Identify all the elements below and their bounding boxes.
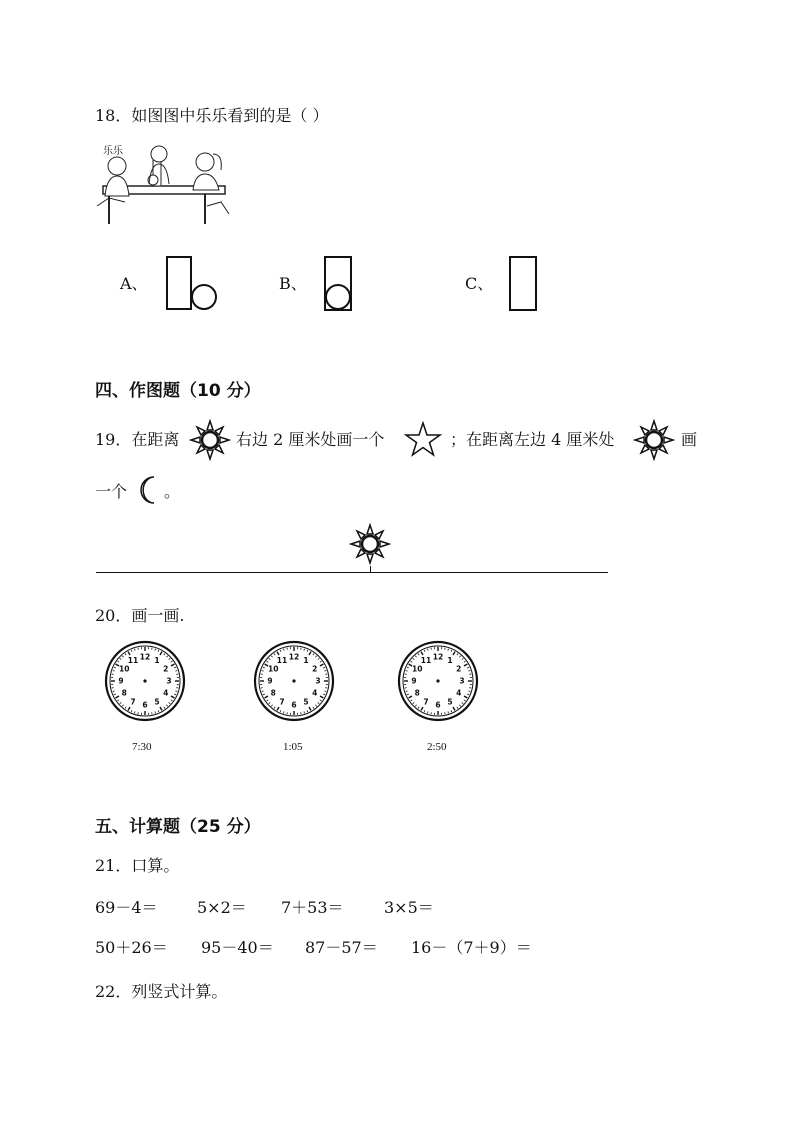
clock-number: 10 (412, 664, 423, 674)
clock-time-2: 1:05 (283, 741, 303, 753)
clock-number: 2 (312, 664, 318, 674)
clock-number: 7 (130, 697, 136, 707)
calc-r1-1: 69－4＝ (95, 898, 158, 917)
line-tick (370, 566, 371, 572)
clock-face-1 (104, 640, 186, 726)
clock-number: 11 (127, 655, 139, 665)
q18-stem: 18．如图图中乐乐看到的是（ ） (95, 106, 329, 125)
clock-number: 12 (288, 652, 300, 662)
clock-number: 10 (119, 664, 130, 674)
clock-number: 1 (154, 655, 160, 665)
calc-r1-3: 7＋53＝ (281, 898, 344, 917)
clock-face-2 (253, 640, 335, 726)
option-a-figure (166, 256, 222, 316)
clock-number: 9 (118, 676, 124, 686)
clock-number: 4 (456, 688, 462, 698)
star-icon (405, 421, 441, 461)
q19-part6: 。 (164, 482, 181, 501)
option-b-label: B、 (279, 274, 307, 293)
clock-number: 12 (432, 652, 444, 662)
clock-number: 9 (411, 676, 417, 686)
figure-label: 乐乐 (103, 146, 123, 157)
drawing-line (96, 572, 608, 573)
clock-number: 5 (154, 697, 160, 707)
clock-number: 11 (420, 655, 432, 665)
option-c-figure (509, 256, 539, 316)
moon-icon (134, 474, 162, 510)
clock-face-3 (397, 640, 479, 726)
clock-number: 9 (267, 676, 273, 686)
q22-stem: 22．列竖式计算。 (95, 982, 228, 1001)
q19-part2: 右边 2 厘米处画一个 (236, 430, 385, 449)
q18-figure (95, 140, 235, 230)
clock-number: 8 (121, 688, 127, 698)
clock-number: 3 (459, 676, 465, 686)
clock-number: 1 (447, 655, 453, 665)
clock-number: 7 (423, 697, 429, 707)
line-sun-icon (350, 524, 390, 568)
calc-r2-3: 87－57＝ (305, 938, 378, 957)
clock-center (436, 679, 439, 682)
clock-number: 4 (163, 688, 169, 698)
calc-r1-4: 3×5＝ (384, 898, 434, 917)
clock-number: 5 (447, 697, 453, 707)
clock-number: 11 (276, 655, 288, 665)
clock-time-1: 7:30 (132, 741, 152, 753)
clock-number: 5 (303, 697, 309, 707)
clock-number: 2 (456, 664, 462, 674)
calc-r1-2: 5×2＝ (197, 898, 247, 917)
q19-part4: 画 (681, 430, 698, 449)
clock-number: 3 (166, 676, 172, 686)
clock-number: 6 (291, 700, 297, 710)
clock-number: 8 (414, 688, 420, 698)
sun-icon (190, 420, 230, 464)
clock-center (292, 679, 295, 682)
q19-part5: 一个 (95, 482, 128, 501)
q19-part1: 19．在距离 (95, 430, 180, 449)
clock-number: 12 (139, 652, 151, 662)
calc-r2-2: 95－40＝ (201, 938, 274, 957)
sun-icon-2 (634, 420, 674, 464)
q19-part3: ；在距离左边 4 厘米处 (450, 430, 615, 449)
clock-center (143, 679, 146, 682)
clock-number: 1 (303, 655, 309, 665)
clock-number: 6 (142, 700, 148, 710)
calc-r2-4: 16－（7＋9）＝ (411, 938, 532, 957)
clock-number: 2 (163, 664, 169, 674)
option-c-label: C、 (465, 274, 494, 293)
section4-title: 四、作图题（10 分） (95, 381, 261, 401)
clock-number: 8 (270, 688, 276, 698)
clock-number: 4 (312, 688, 318, 698)
section5-title: 五、计算题（25 分） (95, 817, 261, 837)
clock-number: 3 (315, 676, 321, 686)
clock-number: 10 (268, 664, 279, 674)
option-b-figure (324, 256, 354, 316)
q21-stem: 21．口算。 (95, 856, 180, 875)
clock-time-3: 2:50 (427, 741, 447, 753)
option-a-label: A、 (120, 274, 148, 293)
calc-r2-1: 50＋26＝ (95, 938, 168, 957)
clock-number: 7 (279, 697, 285, 707)
clock-number: 6 (435, 700, 441, 710)
q20-stem: 20．画一画. (95, 606, 185, 625)
